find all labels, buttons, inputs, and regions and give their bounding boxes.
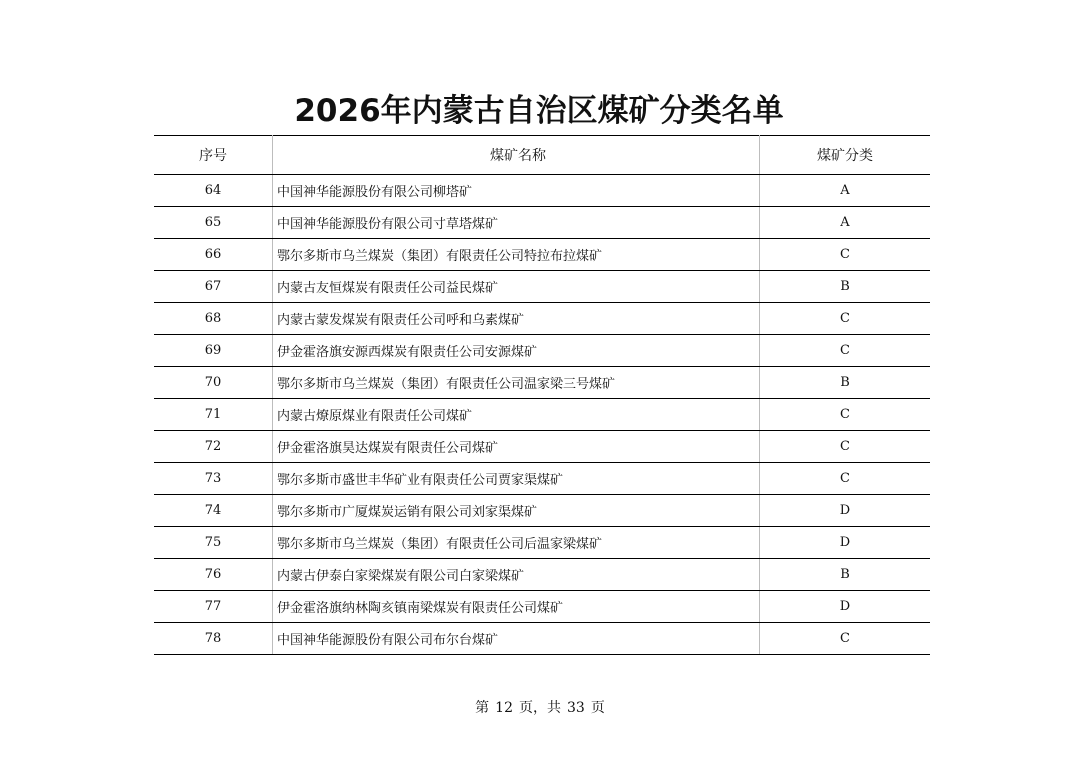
cell-category: D [760, 591, 931, 623]
cell-category: B [760, 559, 931, 591]
cell-seq: 78 [154, 623, 273, 655]
cell-category: B [760, 367, 931, 399]
cell-category: C [760, 623, 931, 655]
table-row [154, 527, 930, 559]
footer-total-pages: 33 [567, 700, 585, 716]
table-row [154, 303, 930, 335]
cell-category: C [760, 431, 931, 463]
table-row [154, 559, 930, 591]
table-row [154, 463, 930, 495]
cell-category: C [760, 335, 931, 367]
cell-name: 鄂尔多斯市乌兰煤炭（集团）有限责任公司温家梁三号煤矿 [273, 367, 760, 399]
cell-category: D [760, 527, 931, 559]
cell-category: C [760, 463, 931, 495]
cell-category: C [760, 399, 931, 431]
cell-category: A [760, 175, 931, 207]
cell-name: 中国神华能源股份有限公司布尔台煤矿 [273, 623, 760, 655]
footer-current-page: 12 [495, 700, 513, 716]
table-row [154, 431, 930, 463]
document-title: 2026年内蒙古自治区煤矿分类名单 [294, 93, 784, 129]
cell-name: 鄂尔多斯市乌兰煤炭（集团）有限责任公司特拉布拉煤矿 [273, 239, 760, 271]
table-row [154, 175, 930, 207]
header-name: 煤矿名称 [273, 136, 760, 175]
table-body [154, 175, 930, 655]
table-header [154, 136, 930, 175]
cell-seq: 64 [154, 175, 273, 207]
cell-seq: 70 [154, 367, 273, 399]
footer-page-prefix: 第 [475, 700, 490, 716]
page-footer [0, 698, 1080, 718]
cell-category: D [760, 495, 931, 527]
cell-name: 伊金霍洛旗纳林陶亥镇南梁煤炭有限责任公司煤矿 [273, 591, 760, 623]
table-row [154, 495, 930, 527]
table-row [154, 623, 930, 655]
cell-name: 内蒙古伊泰白家梁煤炭有限公司白家梁煤矿 [273, 559, 760, 591]
cell-name: 鄂尔多斯市乌兰煤炭（集团）有限责任公司后温家梁煤矿 [273, 527, 760, 559]
header-seq: 序号 [154, 136, 273, 175]
cell-name: 伊金霍洛旗安源西煤炭有限责任公司安源煤矿 [273, 335, 760, 367]
cell-seq: 69 [154, 335, 273, 367]
cell-name: 中国神华能源股份有限公司寸草塔煤矿 [273, 207, 760, 239]
header-category: 煤矿分类 [760, 136, 931, 175]
header-row [154, 136, 930, 175]
table-row [154, 271, 930, 303]
cell-seq: 77 [154, 591, 273, 623]
cell-name: 鄂尔多斯市广厦煤炭运销有限公司刘家渠煤矿 [273, 495, 760, 527]
cell-seq: 65 [154, 207, 273, 239]
cell-seq: 71 [154, 399, 273, 431]
table-row [154, 367, 930, 399]
table-row [154, 239, 930, 271]
cell-name: 伊金霍洛旗昊达煤炭有限责任公司煤矿 [273, 431, 760, 463]
cell-category: A [760, 207, 931, 239]
table-row [154, 335, 930, 367]
table-row [154, 207, 930, 239]
cell-seq: 76 [154, 559, 273, 591]
footer-page-sep: 页，共 [519, 700, 561, 716]
footer-page-suffix: 页 [590, 700, 605, 716]
cell-name: 鄂尔多斯市盛世丰华矿业有限责任公司贾家渠煤矿 [273, 463, 760, 495]
table-row [154, 399, 930, 431]
cell-seq: 72 [154, 431, 273, 463]
table-row [154, 591, 930, 623]
cell-seq: 67 [154, 271, 273, 303]
cell-category: C [760, 239, 931, 271]
cell-category: C [760, 303, 931, 335]
coal-mine-table [154, 135, 930, 655]
cell-seq: 74 [154, 495, 273, 527]
cell-name: 内蒙古蒙发煤炭有限责任公司呼和乌素煤矿 [273, 303, 760, 335]
cell-category: B [760, 271, 931, 303]
cell-seq: 73 [154, 463, 273, 495]
cell-name: 中国神华能源股份有限公司柳塔矿 [273, 175, 760, 207]
cell-name: 内蒙古友恒煤炭有限责任公司益民煤矿 [273, 271, 760, 303]
cell-seq: 68 [154, 303, 273, 335]
cell-seq: 66 [154, 239, 273, 271]
cell-name: 内蒙古燎原煤业有限责任公司煤矿 [273, 399, 760, 431]
cell-seq: 75 [154, 527, 273, 559]
